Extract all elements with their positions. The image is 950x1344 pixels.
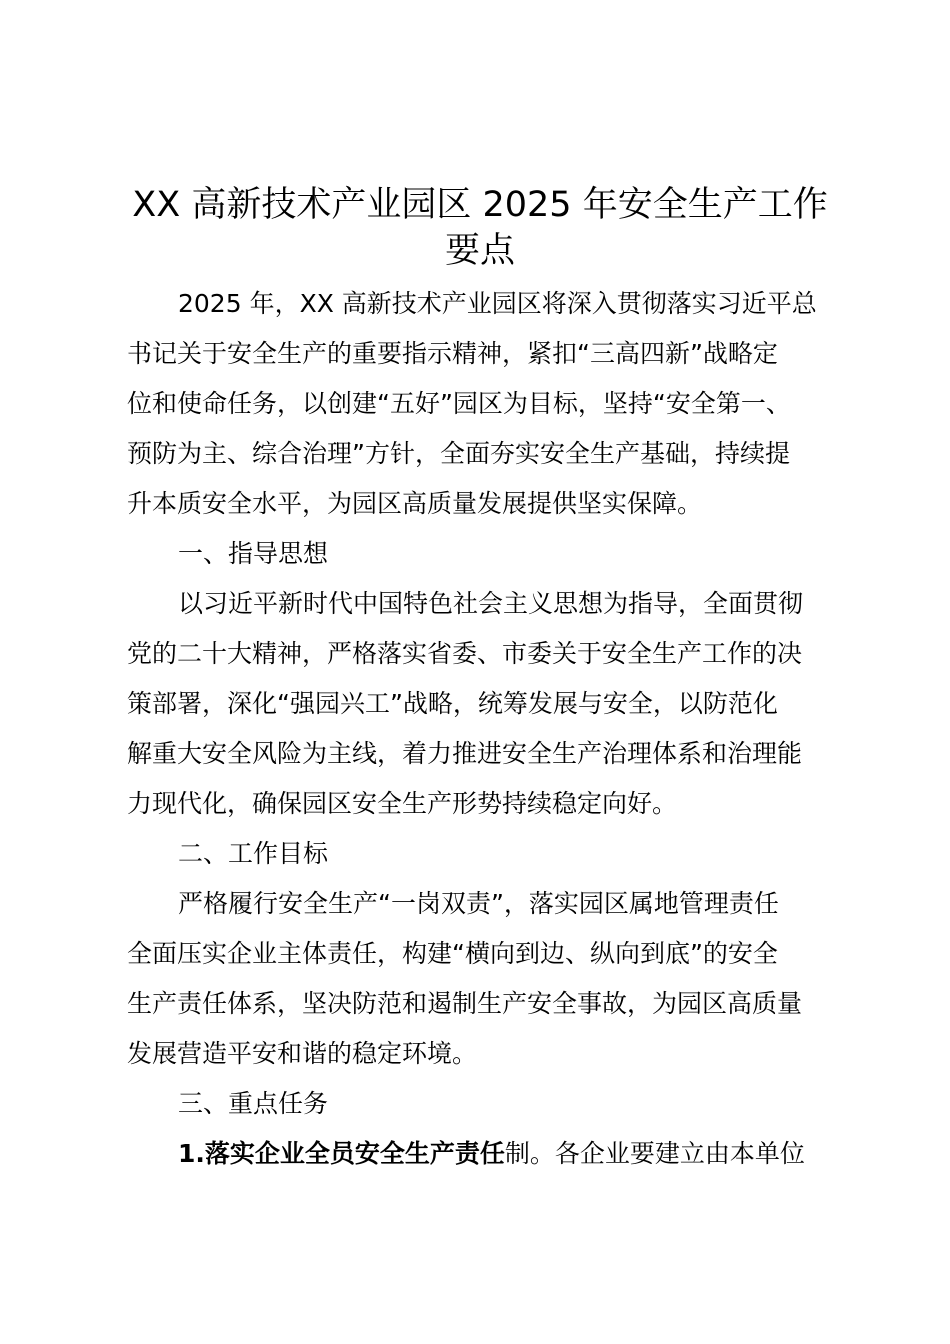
section2-line: 全面压实企业主体责任，构建“横向到边、纵向到底”的安全 xyxy=(127,939,778,968)
intro-line: 书记关于安全生产的重要指示精神，紧扣“三高四新”战略定 xyxy=(127,339,778,368)
intro-line: 2025 年，XX 高新技术产业园区将深入贯彻落实习近平总 xyxy=(178,289,817,318)
intro-line: 位和使命任务，以创建“五好”园区为目标，坚持“安全第一、 xyxy=(127,389,791,418)
section1-line: 解重大安全风险为主线，着力推进安全生产治理体系和治理能 xyxy=(127,739,803,768)
section1-line: 以习近平新时代中国特色社会主义思想为指导，全面贯彻 xyxy=(178,589,804,618)
section2-line: 生产责任体系，坚决防范和遏制生产安全事故，为园区高质量 xyxy=(127,989,803,1018)
section-heading-work-goals: 二、工作目标 xyxy=(178,839,329,868)
document-title xyxy=(120,182,840,274)
intro-line: 升本质安全水平，为园区高质量发展提供坚实保障。 xyxy=(127,489,703,518)
title-line-2: 要点 xyxy=(444,231,515,271)
section1-line: 力现代化，确保园区安全生产形势持续稳定向好。 xyxy=(127,789,678,818)
section-heading-key-tasks: 三、重点任务 xyxy=(178,1089,329,1118)
section2-line: 严格履行安全生产“一岗双责”，落实园区属地管理责任 xyxy=(178,889,779,918)
task1-bold-title: 1.落实企业全员安全生产责任 xyxy=(178,1139,505,1168)
intro-line: 预防为主、综合治理”方针，全面夯实安全生产基础，持续提 xyxy=(127,439,790,468)
title-line-1: XX 高新技术产业园区 2025 年安全生产工作 xyxy=(132,185,828,225)
section2-line: 发展营造平安和谐的稳定环境。 xyxy=(127,1039,478,1068)
section1-line: 策部署，深化“强园兴工”战略，统筹发展与安全，以防范化 xyxy=(127,689,778,718)
section1-line: 党的二十大精神，严格落实省委、市委关于安全生产工作的决 xyxy=(127,639,803,668)
section-heading-guiding-ideology: 一、指导思想 xyxy=(178,539,329,568)
document-body xyxy=(127,279,837,1179)
task1-line xyxy=(127,1129,837,1179)
task1-text: 制。各企业要建立由本单位 xyxy=(504,1139,805,1168)
